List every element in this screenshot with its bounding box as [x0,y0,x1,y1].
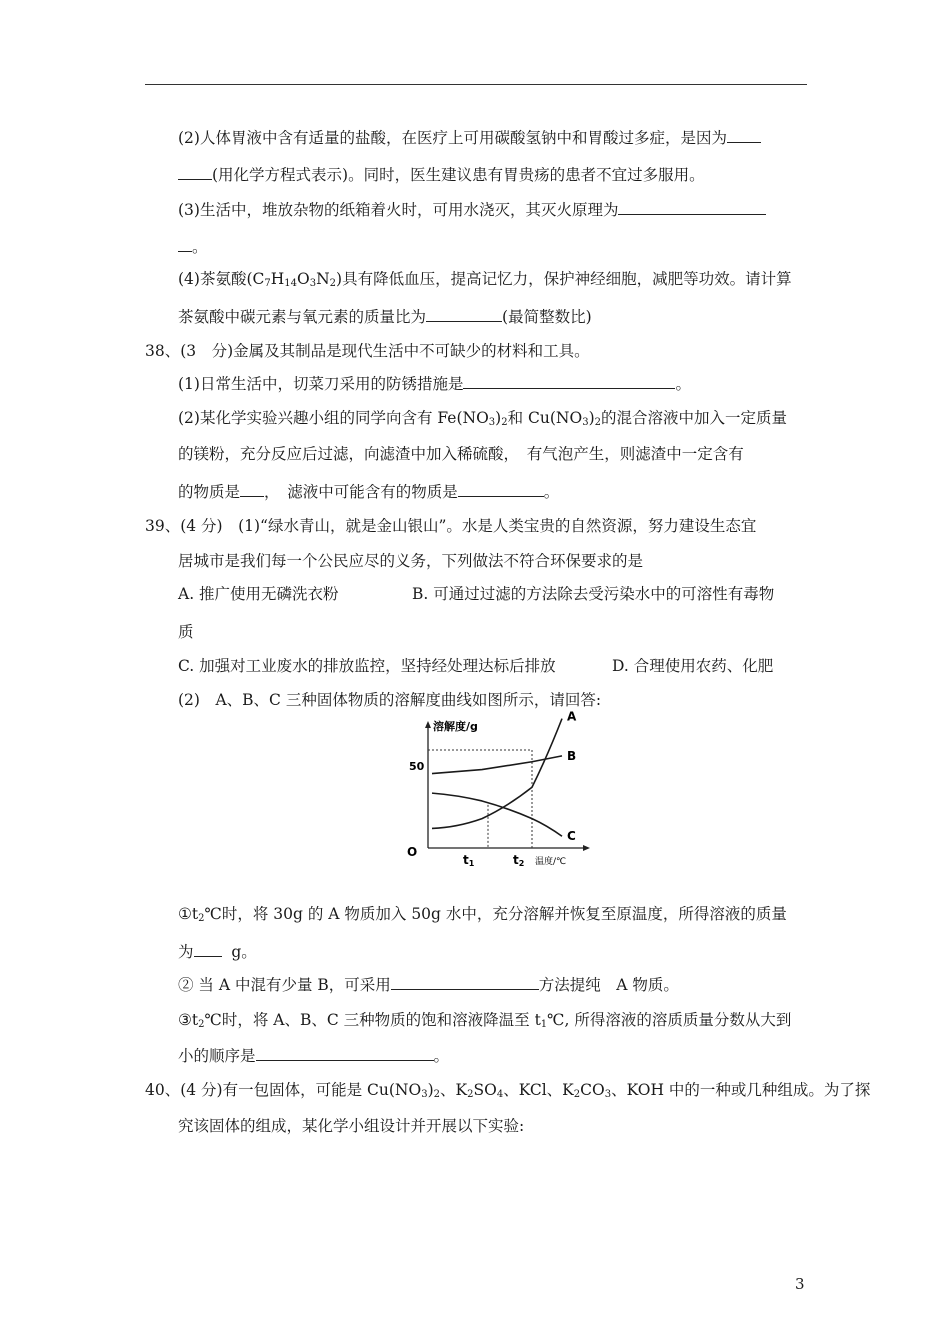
q39-sub3-line2: 小的顺序是 。 [178,1047,450,1065]
answer-blank[interactable] [463,374,675,389]
q37-part4-line1: (4)茶氨酸$(C_7H_{14}O_3N_2)$具有降低血压，提高记忆力，保护神经细胞，减肥等功效。请计算 [178,270,792,289]
y-tick-50: 50 [409,760,425,773]
q39-heading-line1: 39、(4 分) (1)“绿水青山，就是金山银山”。水是人类宝贵的自然资源，努力建设生态宜 [145,517,757,535]
x-tick-t1: t1 [463,853,475,868]
q39-option-c: C. 加强对工业废水的排放监控，坚持经处理达标后排放 [178,657,556,675]
origin-label: O [407,845,418,859]
page-number: 3 [795,1275,805,1293]
q39-option-a: A. 推广使用无磷洗衣粉 [178,585,339,603]
q38-heading: 38、(3 分)金属及其制品是现代生活中不可缺少的材料和工具。 [145,342,590,360]
series-label-a: A [567,709,577,724]
q38-part1: (1)日常生活中，切菜刀采用的防锈措施是 。 [178,375,691,393]
answer-blank[interactable] [256,1046,434,1061]
chart-series-labels [567,710,577,844]
header-rule [145,84,807,85]
q39-option-b-cont: 质 [178,623,194,641]
series-label-c: C [567,829,576,844]
q39-sub3-line1: $③t_2℃$时，将 A、B、C 三种物质的饱和溶液降温至 $t_1℃$, 所得溶液的溶质质量分数从大到 [178,1011,792,1030]
q37-part2-line1: (2)人体胃液中含有适量的盐酸，在医疗上可用碳酸氢钠中和胃酸过多症，是因为 [178,128,761,148]
answer-blank[interactable] [194,942,222,957]
q39-option-d: D. 合理使用农药、化肥 [612,657,774,675]
q37-part2-line2: (用化学方程式表示)。同时，医生建议患有胃贵疡的患者不宜过多服用。 [178,165,705,185]
q37-part3-line2: 。 [178,237,208,257]
chart-series [432,719,562,837]
solubility-chart [395,709,595,868]
q40-line2: 究该固体的组成，某化学小组设计并开展以下实验: [178,1117,525,1135]
q37-part3-line1: (3)生活中，堆放杂物的纸箱着火时，可用水浇灭，其灭火原理为 [178,200,766,220]
q39-sub2: ② 当 A 中混有少量 B，可采用 方法提纯 A 物质。 [178,976,679,994]
y-axis-label: 溶解度/g [433,720,478,733]
answer-blank[interactable] [178,237,192,252]
q39-option-b: B. 可通过过滤的方法除去受污染水中的可溶性有毒物 [412,585,775,603]
curve-a [432,719,562,829]
answer-blank[interactable] [178,165,212,180]
answer-blank[interactable] [727,128,761,143]
x-axis-label: 温度/℃ [535,857,567,867]
x-tick-t2: t2 [513,853,525,868]
answer-blank[interactable] [458,482,544,497]
q40-line1: 40、(4 分)有一包固体，可能是 $Cu(NO_3)_2$、$K_2SO_4$、KCl、$K_2CO_3$、KOH 中的一种或几种组成。为了探 [145,1081,871,1100]
y-axis-arrow [425,721,431,728]
answer-blank[interactable] [618,200,766,215]
q39-heading-line2: 居城市是我们每一个公民应尽的义务，下列做法不符合环保要求的是 [178,552,644,570]
q39-sub1-line1: $①t_2℃$时，将 30g 的 A 物质加入 50g 水中，充分溶解并恢复至原温度，所得溶液的质量 [178,905,787,924]
answer-blank[interactable] [391,975,539,990]
q39-sub1-line2: 为 g。 [178,943,257,961]
answer-blank[interactable] [240,482,264,497]
x-axis-arrow [583,845,590,851]
q39-part2-intro: (2) A、B、C 三种固体物质的溶解度曲线如图所示，请回答: [178,691,602,709]
series-label-b: B [567,748,577,763]
q38-part2-line2: 的镁粉，充分反应后过滤，向滤渣中加入稀硫酸， 有气泡产生，则滤渣中一定含有 [178,445,744,463]
curve-c [432,793,562,836]
q37-part4-line2: 茶氨酸中碳元素与氧元素的质量比为 (最简整数比) [178,308,592,326]
q38-part2-line1: (2)某化学实验兴趣小组的同学向含有 $Fe(NO_3)_2$和 $Cu(NO_3)_2$的混合溶液中加入一定质量 [178,409,788,428]
answer-blank[interactable] [426,307,502,322]
q38-part2-line3: 的物质是 ， 滤液中可能含有的物质是 。 [178,483,560,501]
